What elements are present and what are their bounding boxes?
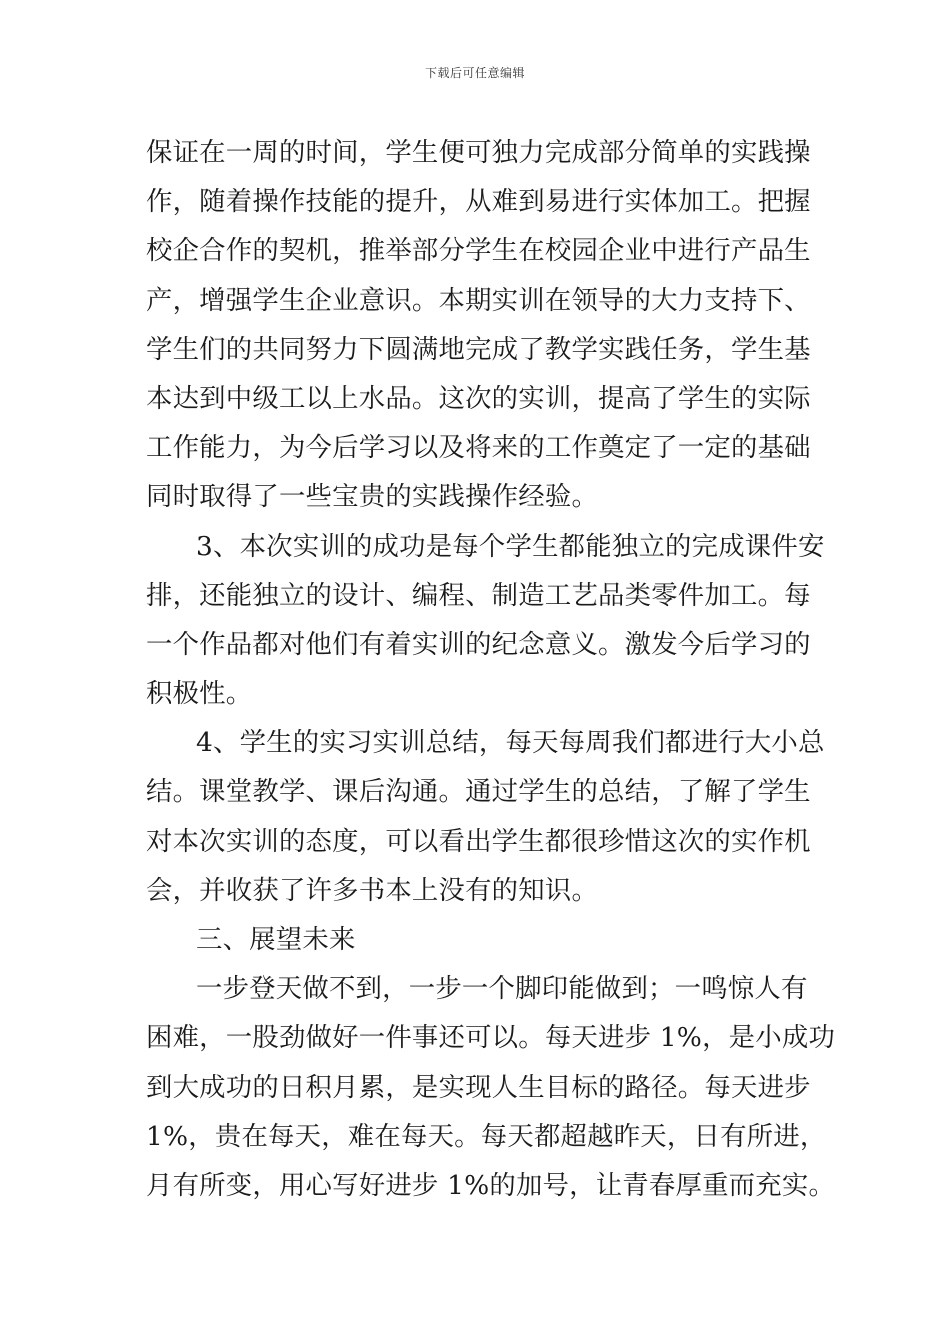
text-line: 对本次实训的态度，可以看出学生都很珍惜这次的实作机 bbox=[146, 825, 811, 857]
text-line: 结。课堂教学、课后沟通。通过学生的总结，了解了学生 bbox=[146, 776, 811, 808]
text-line: 工作能力，为今后学习以及将来的工作奠定了一定的基础 bbox=[146, 432, 811, 464]
text-line: 本达到中级工以上水品。这次的实训，提高了学生的实际 bbox=[146, 382, 811, 414]
text-line: 到大成功的日积月累，是实现人生目标的路径。每天进步 bbox=[146, 1071, 811, 1103]
text-line: 困难，一股劲做好一件事还可以。每天进步 1%，是小成功 bbox=[146, 1022, 836, 1054]
text-line: 作，随着操作技能的提升，从难到易进行实体加工。把握 bbox=[146, 186, 811, 218]
text-line: 一个作品都对他们有着实训的纪念意义。激发今后学习的 bbox=[146, 628, 811, 660]
text-line: 会，并收获了许多书本上没有的知识。 bbox=[146, 874, 599, 906]
text-line: 校企合作的契机，推举部分学生在校园企业中进行产品生 bbox=[146, 235, 811, 267]
text-line: 积极性。 bbox=[146, 678, 253, 710]
text-line: 月有所变，用心写好进步 1%的加号，让青春厚重而充实。 bbox=[146, 1169, 836, 1201]
text-line: 4、学生的实习实训总结，每天每周我们都进行大小总 bbox=[196, 727, 825, 759]
paragraph bbox=[146, 718, 825, 915]
text-line: 一步登天做不到，一步一个脚印能做到；一鸣惊人有 bbox=[196, 973, 808, 1005]
text-line: 保证在一周的时间，学生便可独力完成部分简单的实践操 bbox=[146, 137, 811, 168]
page-header: 下载后可任意编辑 bbox=[424, 66, 525, 80]
document-body bbox=[146, 128, 836, 1210]
text-line: 产，增强学生企业意识。本期实训在领导的大力支持下、 bbox=[146, 284, 811, 316]
paragraph bbox=[146, 964, 836, 1210]
text-line: 三、展望未来 bbox=[196, 924, 356, 955]
text-line: 1%，贵在每天，难在每天。每天都超越昨天，日有所进， bbox=[146, 1120, 827, 1152]
text-line: 学生们的共同努力下圆满地完成了教学实践任务，学生基 bbox=[146, 333, 811, 365]
paragraph bbox=[146, 128, 811, 522]
paragraph bbox=[146, 522, 825, 719]
text-line: 3、本次实训的成功是每个学生都能独立的完成课件安 bbox=[196, 530, 825, 562]
text-line: 排，还能独立的设计、编程、制造工艺品类零件加工。每 bbox=[146, 579, 811, 611]
section-heading bbox=[146, 915, 808, 964]
text-line: 同时取得了一些宝贵的实践操作经验。 bbox=[146, 481, 599, 513]
